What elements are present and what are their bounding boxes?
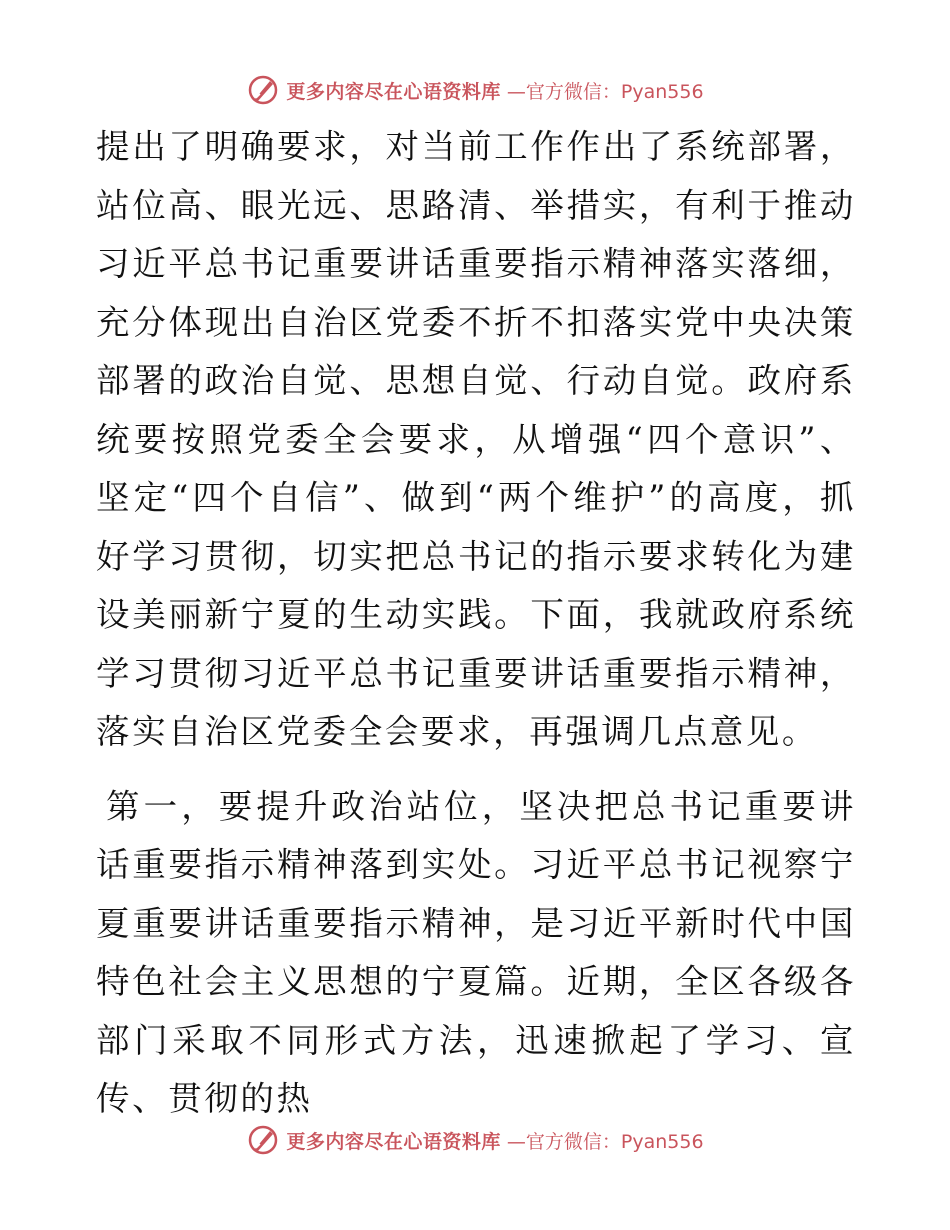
watermark-main-text: 更多内容尽在心语资料库 [286, 80, 501, 103]
paragraph: 提出了明确要求，对当前工作作出了系统部署，站位高、眼光远、思路清、举措实，有利于推动习近平总书记重要讲话重要指示精神落实落细，充分体现出自治区党委不折不扣落实党中央决策部署的政治自觉、思想自觉、行动自觉。政府系统要按照党委全会要求，从增强“四个意识”、坚定“四个自信”、做到“两个维护”的高度，抓好学习贯彻，切实把总书记的指示要求转化为建设美丽新宁夏的生动实践。下面，我就政府系统学习贯彻习近平总书记重要讲话重要指示精神，落实自治区党委全会要求，再强调几点意见。 [96, 127, 856, 751]
document-body [96, 118, 856, 1129]
watermark-footer [0, 1120, 950, 1160]
quill-pen-circle-icon [246, 1123, 280, 1157]
watermark-sub-text: —官方微信：Pyan556 [506, 1130, 704, 1153]
watermark-sub-text: —官方微信：Pyan556 [506, 80, 704, 103]
watermark-header [0, 70, 950, 110]
watermark-main-text: 更多内容尽在心语资料库 [286, 1130, 501, 1153]
quill-pen-circle-icon [246, 73, 280, 107]
paragraph: 第一，要提升政治站位，坚决把总书记重要讲话重要指示精神落到实处。习近平总书记视察宁夏重要讲话重要指示精神，是习近平新时代中国特色社会主义思想的宁夏篇。近期，全区各级各部门采取不同形式方法，迅速掀起了学习、宣传、贯彻的热 [96, 786, 856, 1118]
